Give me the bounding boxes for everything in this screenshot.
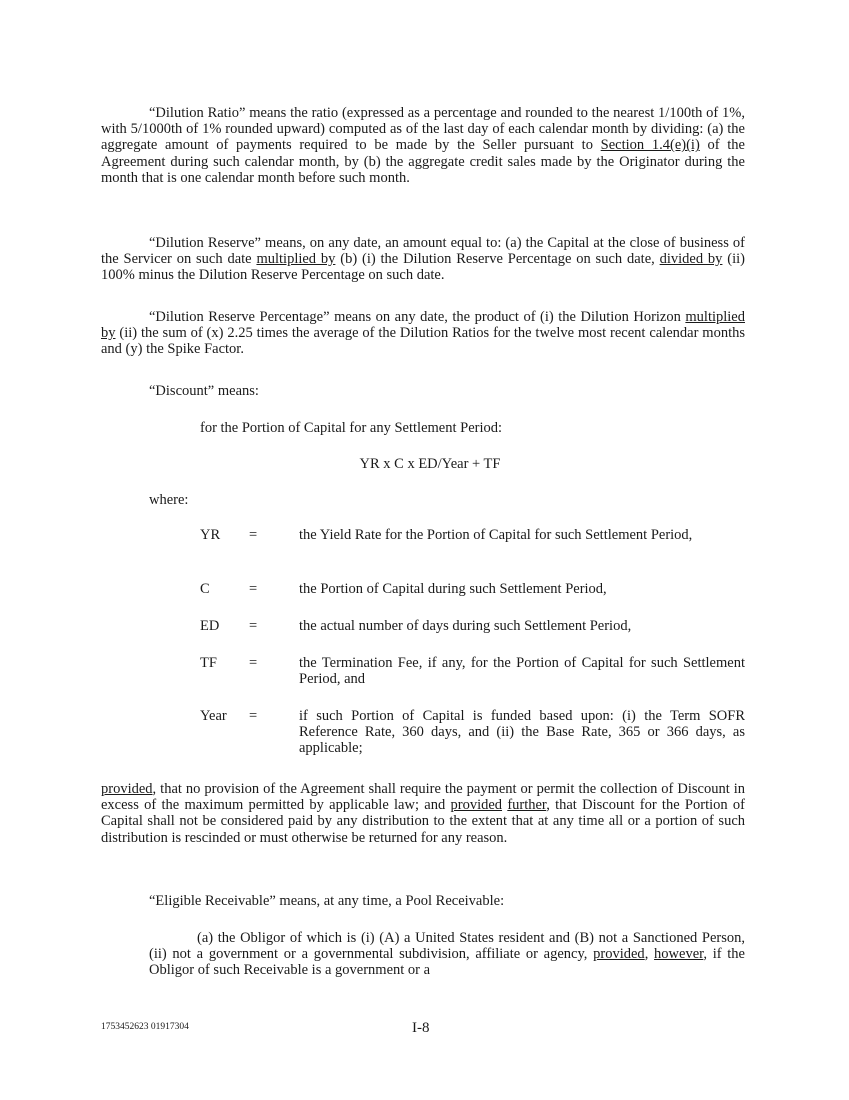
definition-text: the actual number of days during such Settlement Period, (299, 618, 632, 634)
dilution-reserve-paragraph: “Dilution Reserve” means, on any date, an amount equal to: (a) the Capital at the close of business of the Servicer on such date multiplied by (b) (i) the Dilution Reserve Percentage on such date, divided by (ii) 100% minus the Dilution Reserve Percentage on such date. (101, 235, 745, 284)
definition-text: the Yield Rate for the Portion of Capital for such Settlement Period, (299, 527, 693, 543)
definition-row: YR = the Yield Rate for the Portion of Capital for such Settlement Period, (200, 527, 745, 567)
page-number: I-8 (412, 1020, 430, 1036)
where-label: where: (149, 492, 189, 508)
dilution-ratio-paragraph: “Dilution Ratio” means the ratio (expressed as a percentage and rounded to the nearest 1/100th of 1%, with 5/1000th of 1% rounded upward) computed as of the last day of each calendar month by dividing: (a) the aggregate amount of payments required to be made by the Seller pursuant to Section 1.4(e)(i) of the Agreement during such calendar month, by (b) the aggregate credit sales made by the Originator during the month that is one calendar month before such month. (101, 105, 745, 186)
definition-row: Year = if such Portion of Capital is funded based upon: (i) the Term SOFR Reference Rate, 360 days, and (ii) the Base Rate, 365 or 366 days, as applicable; (200, 708, 745, 757)
definition-row: ED = the actual number of days during such Settlement Period, (200, 618, 745, 658)
eligible-receivable-clause-a: (a) the Obligor of which is (i) (A) a United States resident and (B) not a Sanctioned Person, (ii) not a government or a governmental subdivision, affiliate or agency, provided, however, if the Obligor of such Receivable is a government or a (149, 930, 745, 979)
definition-row: C = the Portion of Capital during such Settlement Period, (200, 581, 745, 621)
definition-text: the Termination Fee, if any, for the Portion of Capital for such Settlement Period, and (299, 655, 745, 688)
eligible-receivable-heading: “Eligible Receivable” means, at any time, a Pool Receivable: (149, 893, 505, 909)
discount-formula: YR x C x ED/Year + TF (359, 456, 501, 472)
definition-symbol: C (200, 581, 210, 597)
definition-symbol: Year (200, 708, 227, 724)
section-reference: Section 1.4(e)(i) (600, 137, 700, 154)
definition-row: TF = the Termination Fee, if any, for the Portion of Capital for such Settlement Period, and (200, 655, 745, 688)
definition-text: if such Portion of Capital is funded based upon: (i) the Term SOFR Reference Rate, 360 days, and (ii) the Base Rate, 365 or 366 days, as applicable; (299, 708, 745, 757)
definition-symbol: TF (200, 655, 217, 671)
definition-text: the Portion of Capital during such Settlement Period, (299, 581, 607, 597)
dilution-reserve-percentage-paragraph: “Dilution Reserve Percentage” means on any date, the product of (i) the Dilution Horizon multiplied by (ii) the sum of (x) 2.25 times the average of the Dilution Ratios for the twelve most recent calendar months and (y) the Spike Factor. (101, 309, 745, 358)
discount-for-line: for the Portion of Capital for any Settlement Period: (200, 420, 503, 436)
definition-symbol: ED (200, 618, 220, 634)
definition-symbol: YR (200, 527, 221, 543)
proviso-paragraph: provided, that no provision of the Agreement shall require the payment or permit the collection of Discount in excess of the maximum permitted by applicable law; and provided further, that Discount for the Portion of Capital shall not be considered paid by any distribution to the extent that at any time all or a portion of such distribution is rescinded or must otherwise be returned for any reason. (101, 781, 745, 846)
discount-heading: “Discount” means: (149, 383, 259, 399)
document-id: 1753452623 01917304 (101, 1022, 189, 1032)
